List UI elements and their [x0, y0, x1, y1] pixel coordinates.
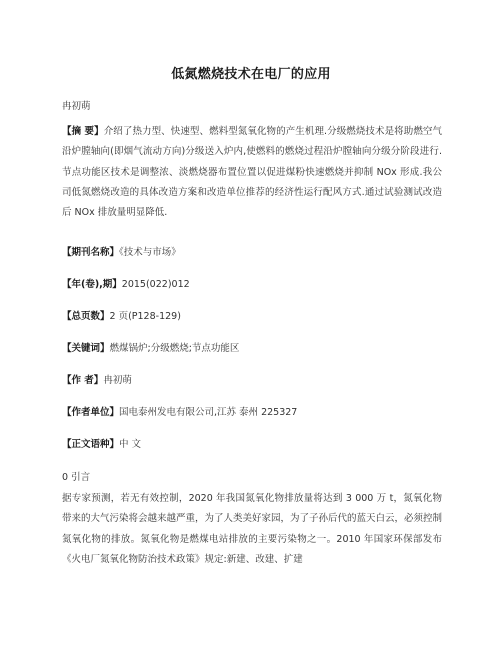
field-total-pages [62, 308, 181, 322]
field-author-affiliation [62, 404, 297, 418]
abstract-paragraph [62, 122, 442, 223]
field-label: 【年(卷),期】 [62, 279, 122, 290]
field-label: 【作者单位】 [62, 407, 120, 418]
field-label: 【关键词】 [62, 343, 110, 354]
field-value: 国电泰州发电有限公司,江苏 泰州 225327 [119, 407, 298, 418]
section-heading: 0 引言 [62, 472, 91, 483]
field-label: 【总页数】 [62, 311, 110, 322]
author-name: 冉初萌 [62, 101, 91, 112]
field-value: 2 页(P128-129) [109, 311, 181, 322]
paper-title: 低氮燃烧技术在电厂的应用 [171, 67, 331, 82]
field-value: 《技术与市场》 [119, 247, 181, 258]
field-label: 【正文语种】 [62, 439, 120, 450]
field-value: 中 文 [119, 439, 142, 450]
field-label: 【作 者】 [62, 375, 104, 386]
field-keywords [62, 340, 239, 354]
body-paragraph: 据专家预测，若无有效控制，2020 年我国氮氧化物排放量将达到 3 000 万 t，氮氧化物带来的大气污染将会越来越严重，为了人类美好家园，为了子孙后代的蓝天白云，必须控制氮氧化物的排放。氮氧化物是燃煤电站排放的主要污染物之一。2010 年国家环保部发布《火电厂氮氧化物防治技术政策》规定:新建、改建、扩建 [62, 493, 443, 565]
field-language [62, 436, 141, 450]
field-year-volume-issue [62, 276, 190, 290]
field-value: 冉初萌 [103, 375, 132, 386]
abstract-label: 【摘 要】 [62, 126, 104, 137]
field-value: 燃煤锅炉;分级燃烧;节点功能区 [109, 343, 240, 354]
field-author [62, 372, 132, 386]
field-journal-name [62, 244, 181, 258]
field-label: 【期刊名称】 [62, 247, 120, 258]
field-value: 2015(022)012 [121, 279, 190, 290]
abstract-text: 介绍了热力型、快速型、燃料型氮氧化物的产生机理.分级燃烧技术是将助燃空气沿炉膛轴向(即烟气流动方向)分级送入炉内,使燃料的燃烧过程沿炉膛轴向分级分阶段进行.节点功能区技术是调整浓、淡燃烧器布置位置以促进煤粉快速燃烧并抑制 NOx 形成.我公司低氮燃烧改造的具体改造方案和改造单位推荐的经济性运行配风方式.通过试验测试改造后 NOx 排放量明显降低. [62, 126, 442, 219]
